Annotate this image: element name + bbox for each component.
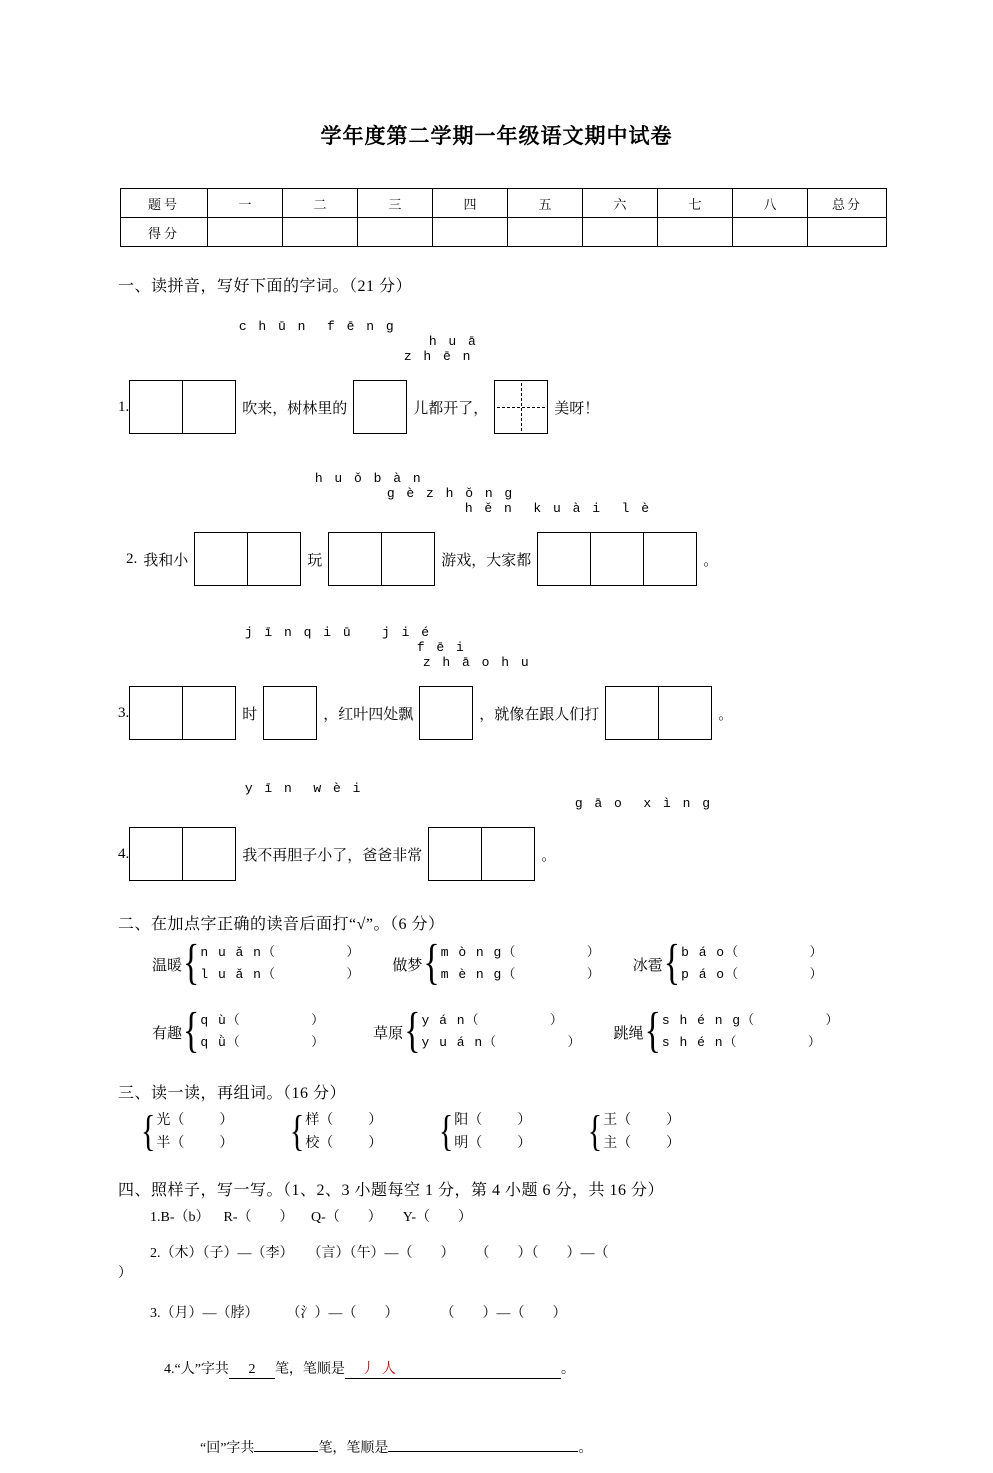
word-label: 跳绳 [613,1025,644,1042]
item-3-text-1: 时 [242,706,258,723]
answer-box[interactable] [590,532,644,586]
answer-boxes-huoban[interactable] [194,532,301,586]
item-3-text-3: ，就像在跟人们打 [479,706,600,723]
answer-box[interactable] [537,532,591,586]
word-blank[interactable]: 光（ ） [156,1113,234,1128]
section-3-heading: 三、读一读，再组词。（16 分） [118,1085,347,1102]
brace: { [587,1107,603,1156]
score-table [120,188,887,247]
section-4-q4b[interactable] [186,1421,993,1473]
answer-boxes-gaoxing[interactable] [428,827,535,881]
pron-option[interactable]: b á o（ ） [681,945,824,960]
word-label: 有趣 [152,1025,183,1042]
pinyin-henkuaile: h ě n k u à i l è [464,501,652,516]
pinyin-gaoxing: g ā o x ì n g [574,796,713,811]
pron-option[interactable]: s h é n（ ） [661,1035,822,1050]
section-4-q3[interactable]: 3.（月）—（脖） （氵）—（ ） （ ）—（ ） [150,1306,567,1321]
answer-boxes-chunfeng[interactable] [129,380,236,434]
item-2-text-1: 玩 [307,552,323,569]
answer-boxes-zhaohu[interactable] [605,686,712,740]
pron-item-zuomeng [392,936,601,991]
item-3-text-2: ，红叶四处飘 [323,706,414,723]
pron-item-bingbao [632,936,824,991]
section-1-item-4 [118,766,993,881]
item-number: 1. [118,398,130,415]
answer-boxes-jie[interactable] [263,686,317,740]
pron-option[interactable]: m ò n g（ ） [440,945,601,960]
answer-boxes-yinwei[interactable] [129,827,236,881]
score-cell-5[interactable] [508,218,583,247]
pron-option[interactable]: y á n（ ） [421,1013,564,1028]
answer-box[interactable] [605,686,659,740]
pinyin-fei: f ē i [416,640,466,655]
answer-boxes-jinqiu[interactable] [129,686,236,740]
q4b-stroke-count[interactable] [254,1451,318,1452]
brace: { [183,936,200,991]
answer-box[interactable] [129,686,183,740]
q4a-pre: 4.“人”字共 [164,1362,229,1377]
col-6: 六 [583,189,658,218]
col-3: 三 [358,189,433,218]
pinyin-zhaohu: z h ā o h u [422,655,531,670]
item-3-text-4: 。 [718,706,734,723]
answer-box[interactable] [182,686,236,740]
col-5: 五 [508,189,583,218]
answer-box[interactable] [428,827,482,881]
answer-box[interactable] [381,532,435,586]
word-label: 温暖 [152,957,183,974]
pinyin-chunfeng: c h ū n f ē n g [238,319,396,334]
answer-box[interactable] [182,827,236,881]
word-pair-yang-xiao [289,1109,382,1155]
pron-option[interactable]: p á o（ ） [681,967,824,982]
word-blank[interactable]: 半（ ） [156,1136,234,1151]
q4a-stroke-order[interactable]: 丿 人 [345,1358,561,1379]
table-row [121,218,887,247]
word-label: 草原 [373,1025,404,1042]
col-total: 总分 [808,189,887,218]
answer-box[interactable] [658,686,712,740]
word-blank[interactable]: 样（ ） [305,1113,383,1128]
answer-box[interactable] [328,532,382,586]
word-blank[interactable]: 主（ ） [603,1136,681,1151]
answer-boxes-fei[interactable] [419,686,473,740]
q4a-stroke-count[interactable]: 2 [229,1362,275,1379]
item-2-text-3: 。 [703,552,719,569]
answer-boxes-henkuaile[interactable] [537,532,697,586]
word-label: 做梦 [392,957,423,974]
item-1-text-3: 美呀！ [554,400,600,417]
item-number: 4. [118,845,130,862]
score-cell-3[interactable] [358,218,433,247]
item-number: 2. [126,550,138,567]
brace: { [644,1004,661,1059]
score-cell-total[interactable] [808,218,887,247]
word-pair-guang-ban [140,1109,233,1155]
brace: { [438,1107,454,1156]
col-4: 四 [433,189,508,218]
answer-boxes-gezhong[interactable] [328,532,435,586]
section-1-item-2 [118,456,993,586]
q4b-mid: 笔，笔顺是 [318,1441,389,1456]
col-7: 七 [658,189,733,218]
score-cell-7[interactable] [658,218,733,247]
section-4-heading: 四、照样子，写一写。（1、2、3 小题每空 1 分，第 4 小题 6 分，共 16 分） [118,1182,665,1199]
word-label: 冰雹 [632,957,663,974]
row-label-question-no: 题号 [121,189,208,218]
brace: { [404,1004,421,1059]
section-2-row-1 [152,936,993,991]
answer-box[interactable] [247,532,301,586]
pron-item-caoyuan [373,1004,582,1059]
page-title: 学年度第二学期一年级语文期中试卷 [320,125,673,148]
pron-option[interactable]: y u á n（ ） [421,1035,582,1050]
pinyin-yinwei: y ī n w è i [244,781,363,796]
pinyin-huoban: h u ǒ b à n [314,471,423,486]
q4b-stroke-order[interactable] [388,1451,578,1452]
answer-box-grid[interactable] [494,380,548,434]
answer-box[interactable] [481,827,535,881]
item-4-text-1: 我不再胆子小了，爸爸非常 [242,847,423,864]
word-blank[interactable]: 校（ ） [305,1136,383,1151]
section-2-row-2 [152,1004,993,1059]
score-cell-1[interactable] [208,218,283,247]
q4a-end: 。 [560,1362,575,1377]
item-number: 3. [118,704,130,721]
answer-box[interactable] [129,380,183,434]
answer-box[interactable] [182,380,236,434]
item-2-lead: 我和小 [143,552,189,569]
pron-item-youqu [152,1004,326,1059]
word-blank[interactable]: 王（ ） [603,1113,681,1128]
answer-box[interactable] [129,827,183,881]
section-4-q2-cont: ） [118,1266,132,1281]
section-1-heading: 一、读拼音，写好下面的字词。（21 分） [118,278,413,295]
pron-option[interactable]: m è n g（ ） [440,967,601,982]
word-blank[interactable]: 阳（ ） [454,1113,532,1128]
pron-option[interactable]: n u ǎ n（ ） [200,945,361,960]
pinyin-gezhong: g è z h ǒ n g [386,486,515,501]
word-blank[interactable]: 明（ ） [454,1136,532,1151]
answer-boxes-zhen[interactable] [494,380,548,434]
row-label-score: 得分 [121,218,208,247]
answer-boxes-hua[interactable] [353,380,407,434]
pron-option[interactable]: q ǜ（ ） [200,1035,326,1050]
word-pair-wang-zhu [587,1109,680,1155]
brace: { [289,1107,305,1156]
section-3-row [140,1109,993,1155]
answer-box[interactable] [643,532,697,586]
answer-box[interactable] [353,380,407,434]
item-1-text-2: 儿都开了， [413,400,489,417]
pinyin-jinqiujie: j ī n q i ū j i é [244,625,432,640]
pron-option[interactable]: s h é n g（ ） [661,1013,840,1028]
brace: { [183,1004,200,1059]
brace: { [423,936,440,991]
item-4-text-2: 。 [541,847,557,864]
score-cell-6[interactable] [583,218,658,247]
section-1-item-3 [118,610,993,740]
pinyin-zhen: z h ē n [403,349,473,364]
q4b-pre: “回”字共 [200,1441,255,1456]
answer-box[interactable] [263,686,317,740]
section-4-q4a[interactable] [150,1342,993,1395]
word-pair-yang-ming [438,1109,531,1155]
score-cell-2[interactable] [283,218,358,247]
score-cell-4[interactable] [433,218,508,247]
pinyin-hua: h u ā [428,334,478,349]
pron-option[interactable]: q ù（ ） [200,1013,326,1028]
section-4-q1[interactable]: 1.B-（b） R-（ ） Q-（ ） Y-（ ） [150,1210,472,1225]
section-4-q2[interactable] [150,1242,993,1262]
item-2-text-2: 游戏，大家都 [441,552,532,569]
col-1: 一 [208,189,283,218]
section-2-heading: 二、在加点字正确的读音后面打“√”。（6 分） [118,916,445,933]
col-2: 二 [283,189,358,218]
brace: { [663,936,681,991]
answer-box[interactable] [194,532,248,586]
brace: { [141,1107,156,1156]
section-4-q2-text: 2.（木）（子）—（李） （言）（午）—（ ） （ ）（ ）—（ [150,1246,623,1261]
score-cell-8[interactable] [733,218,808,247]
section-1-item-1 [118,304,993,434]
table-row [121,189,887,218]
pron-item-tiaosheng [613,1004,840,1059]
q4b-end: 。 [578,1441,593,1456]
pron-item-wennuan [152,936,361,991]
item-1-text-1: 吹来，树林里的 [242,400,348,417]
pron-option[interactable]: l u ǎ n（ ） [200,967,361,982]
answer-box[interactable] [419,686,473,740]
q4a-mid: 笔，笔顺是 [274,1362,345,1377]
col-8: 八 [733,189,808,218]
